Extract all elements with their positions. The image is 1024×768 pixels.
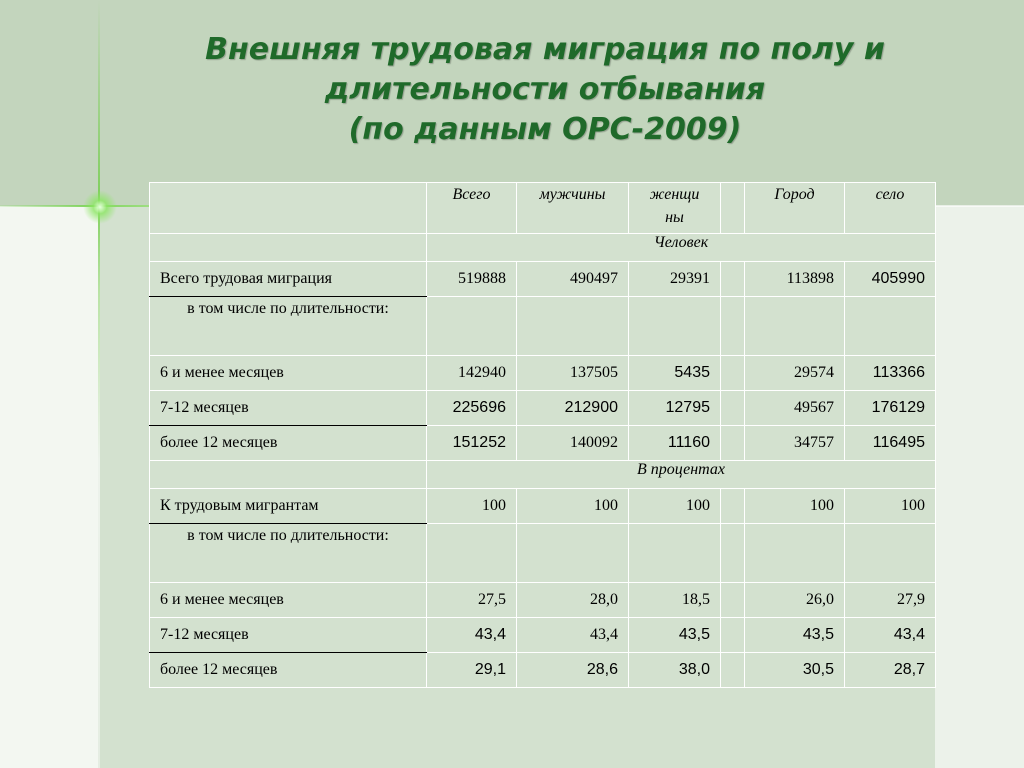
row-label: в том числе по длительности: (150, 524, 427, 583)
background-left-panel (0, 206, 98, 768)
cell-value (745, 297, 845, 356)
table-row (150, 297, 936, 356)
table-row (150, 426, 936, 461)
col-header-city: Город (745, 183, 845, 234)
cell-value (745, 524, 845, 583)
cell-value: 38,0 (629, 653, 721, 688)
cell-value (721, 618, 745, 653)
group-row-people (150, 234, 936, 262)
cell-value (721, 356, 745, 391)
table-row (150, 489, 936, 524)
cell-value: 100 (427, 489, 517, 524)
cell-value: 43,5 (629, 618, 721, 653)
cell-value (845, 524, 936, 583)
cell-value (517, 524, 629, 583)
cell-value: 26,0 (745, 583, 845, 618)
cell-value (721, 262, 745, 297)
cell-value: 140092 (517, 426, 629, 461)
title-line-1: Внешняя трудовая миграция по полу и (205, 32, 885, 67)
cell-value: 28,6 (517, 653, 629, 688)
cell-value: 18,5 (629, 583, 721, 618)
group-empty-cell (150, 461, 427, 489)
cell-value (721, 653, 745, 688)
cell-value: 28,7 (845, 653, 936, 688)
cell-value: 30,5 (745, 653, 845, 688)
table-row (150, 262, 936, 297)
table-row (150, 391, 936, 426)
cell-value: 176129 (845, 391, 936, 426)
row-label: 6 и менее месяцев (150, 356, 427, 391)
col-header-village: село (845, 183, 936, 234)
cell-value (427, 524, 517, 583)
decorative-vertical-line (98, 0, 100, 768)
table-row (150, 356, 936, 391)
table-row (150, 583, 936, 618)
cell-value: 113898 (745, 262, 845, 297)
table-row (150, 524, 936, 583)
row-label: 7-12 месяцев (150, 391, 427, 426)
cell-value: 405990 (845, 262, 936, 297)
cell-value: 100 (517, 489, 629, 524)
cell-value: 27,9 (845, 583, 936, 618)
cell-value: 137505 (517, 356, 629, 391)
row-label: более 12 месяцев (150, 426, 427, 461)
cell-value: 100 (629, 489, 721, 524)
cell-value: 27,5 (427, 583, 517, 618)
cell-value: 490497 (517, 262, 629, 297)
cell-value: 142940 (427, 356, 517, 391)
cell-value (721, 391, 745, 426)
cell-value (721, 524, 745, 583)
cell-value: 113366 (845, 356, 936, 391)
group-label-percent: В процентах (427, 461, 936, 489)
row-label: 6 и менее месяцев (150, 583, 427, 618)
cell-value (517, 297, 629, 356)
header-empty-cell (150, 183, 427, 234)
cell-value: 151252 (427, 426, 517, 461)
cell-value (629, 524, 721, 583)
cell-value: 43,4 (845, 618, 936, 653)
slide-title (150, 30, 940, 150)
cell-value: 28,0 (517, 583, 629, 618)
cell-value: 49567 (745, 391, 845, 426)
cell-value: 225696 (427, 391, 517, 426)
decorative-sparkle-icon (83, 190, 117, 224)
cell-value (721, 426, 745, 461)
cell-value: 34757 (745, 426, 845, 461)
cell-value: 43,4 (427, 618, 517, 653)
cell-value: 100 (745, 489, 845, 524)
cell-value: 29,1 (427, 653, 517, 688)
row-label: К трудовым мигрантам (150, 489, 427, 524)
group-label-people: Человек (427, 234, 936, 262)
col-header-women: женщи ны (629, 183, 721, 234)
migration-table (149, 182, 936, 688)
cell-value: 519888 (427, 262, 517, 297)
cell-value (427, 297, 517, 356)
title-line-2: длительности отбывания (324, 72, 766, 107)
row-label: в том числе по длительности: (150, 297, 427, 356)
cell-value: 43,4 (517, 618, 629, 653)
row-label: более 12 месяцев (150, 653, 427, 688)
col-header-men: мужчины (517, 183, 629, 234)
cell-value (629, 297, 721, 356)
cell-value (721, 489, 745, 524)
cell-value: 11160 (629, 426, 721, 461)
group-row-percent (150, 461, 936, 489)
table-header-row (150, 183, 936, 234)
cell-value (721, 297, 745, 356)
cell-value (845, 297, 936, 356)
cell-value: 5435 (629, 356, 721, 391)
col-header-total: Всего (427, 183, 517, 234)
cell-value: 12795 (629, 391, 721, 426)
cell-value (721, 583, 745, 618)
cell-value: 43,5 (745, 618, 845, 653)
cell-value: 29574 (745, 356, 845, 391)
table-row (150, 653, 936, 688)
row-label: 7-12 месяцев (150, 618, 427, 653)
group-empty-cell (150, 234, 427, 262)
cell-value: 116495 (845, 426, 936, 461)
title-line-3: (по данным ОРС-2009) (348, 112, 742, 147)
table-row (150, 618, 936, 653)
row-label: Всего трудовая миграция (150, 262, 427, 297)
cell-value: 100 (845, 489, 936, 524)
cell-value: 212900 (517, 391, 629, 426)
col-header-blank (721, 183, 745, 234)
background-right-panel (935, 206, 1024, 768)
cell-value: 29391 (629, 262, 721, 297)
